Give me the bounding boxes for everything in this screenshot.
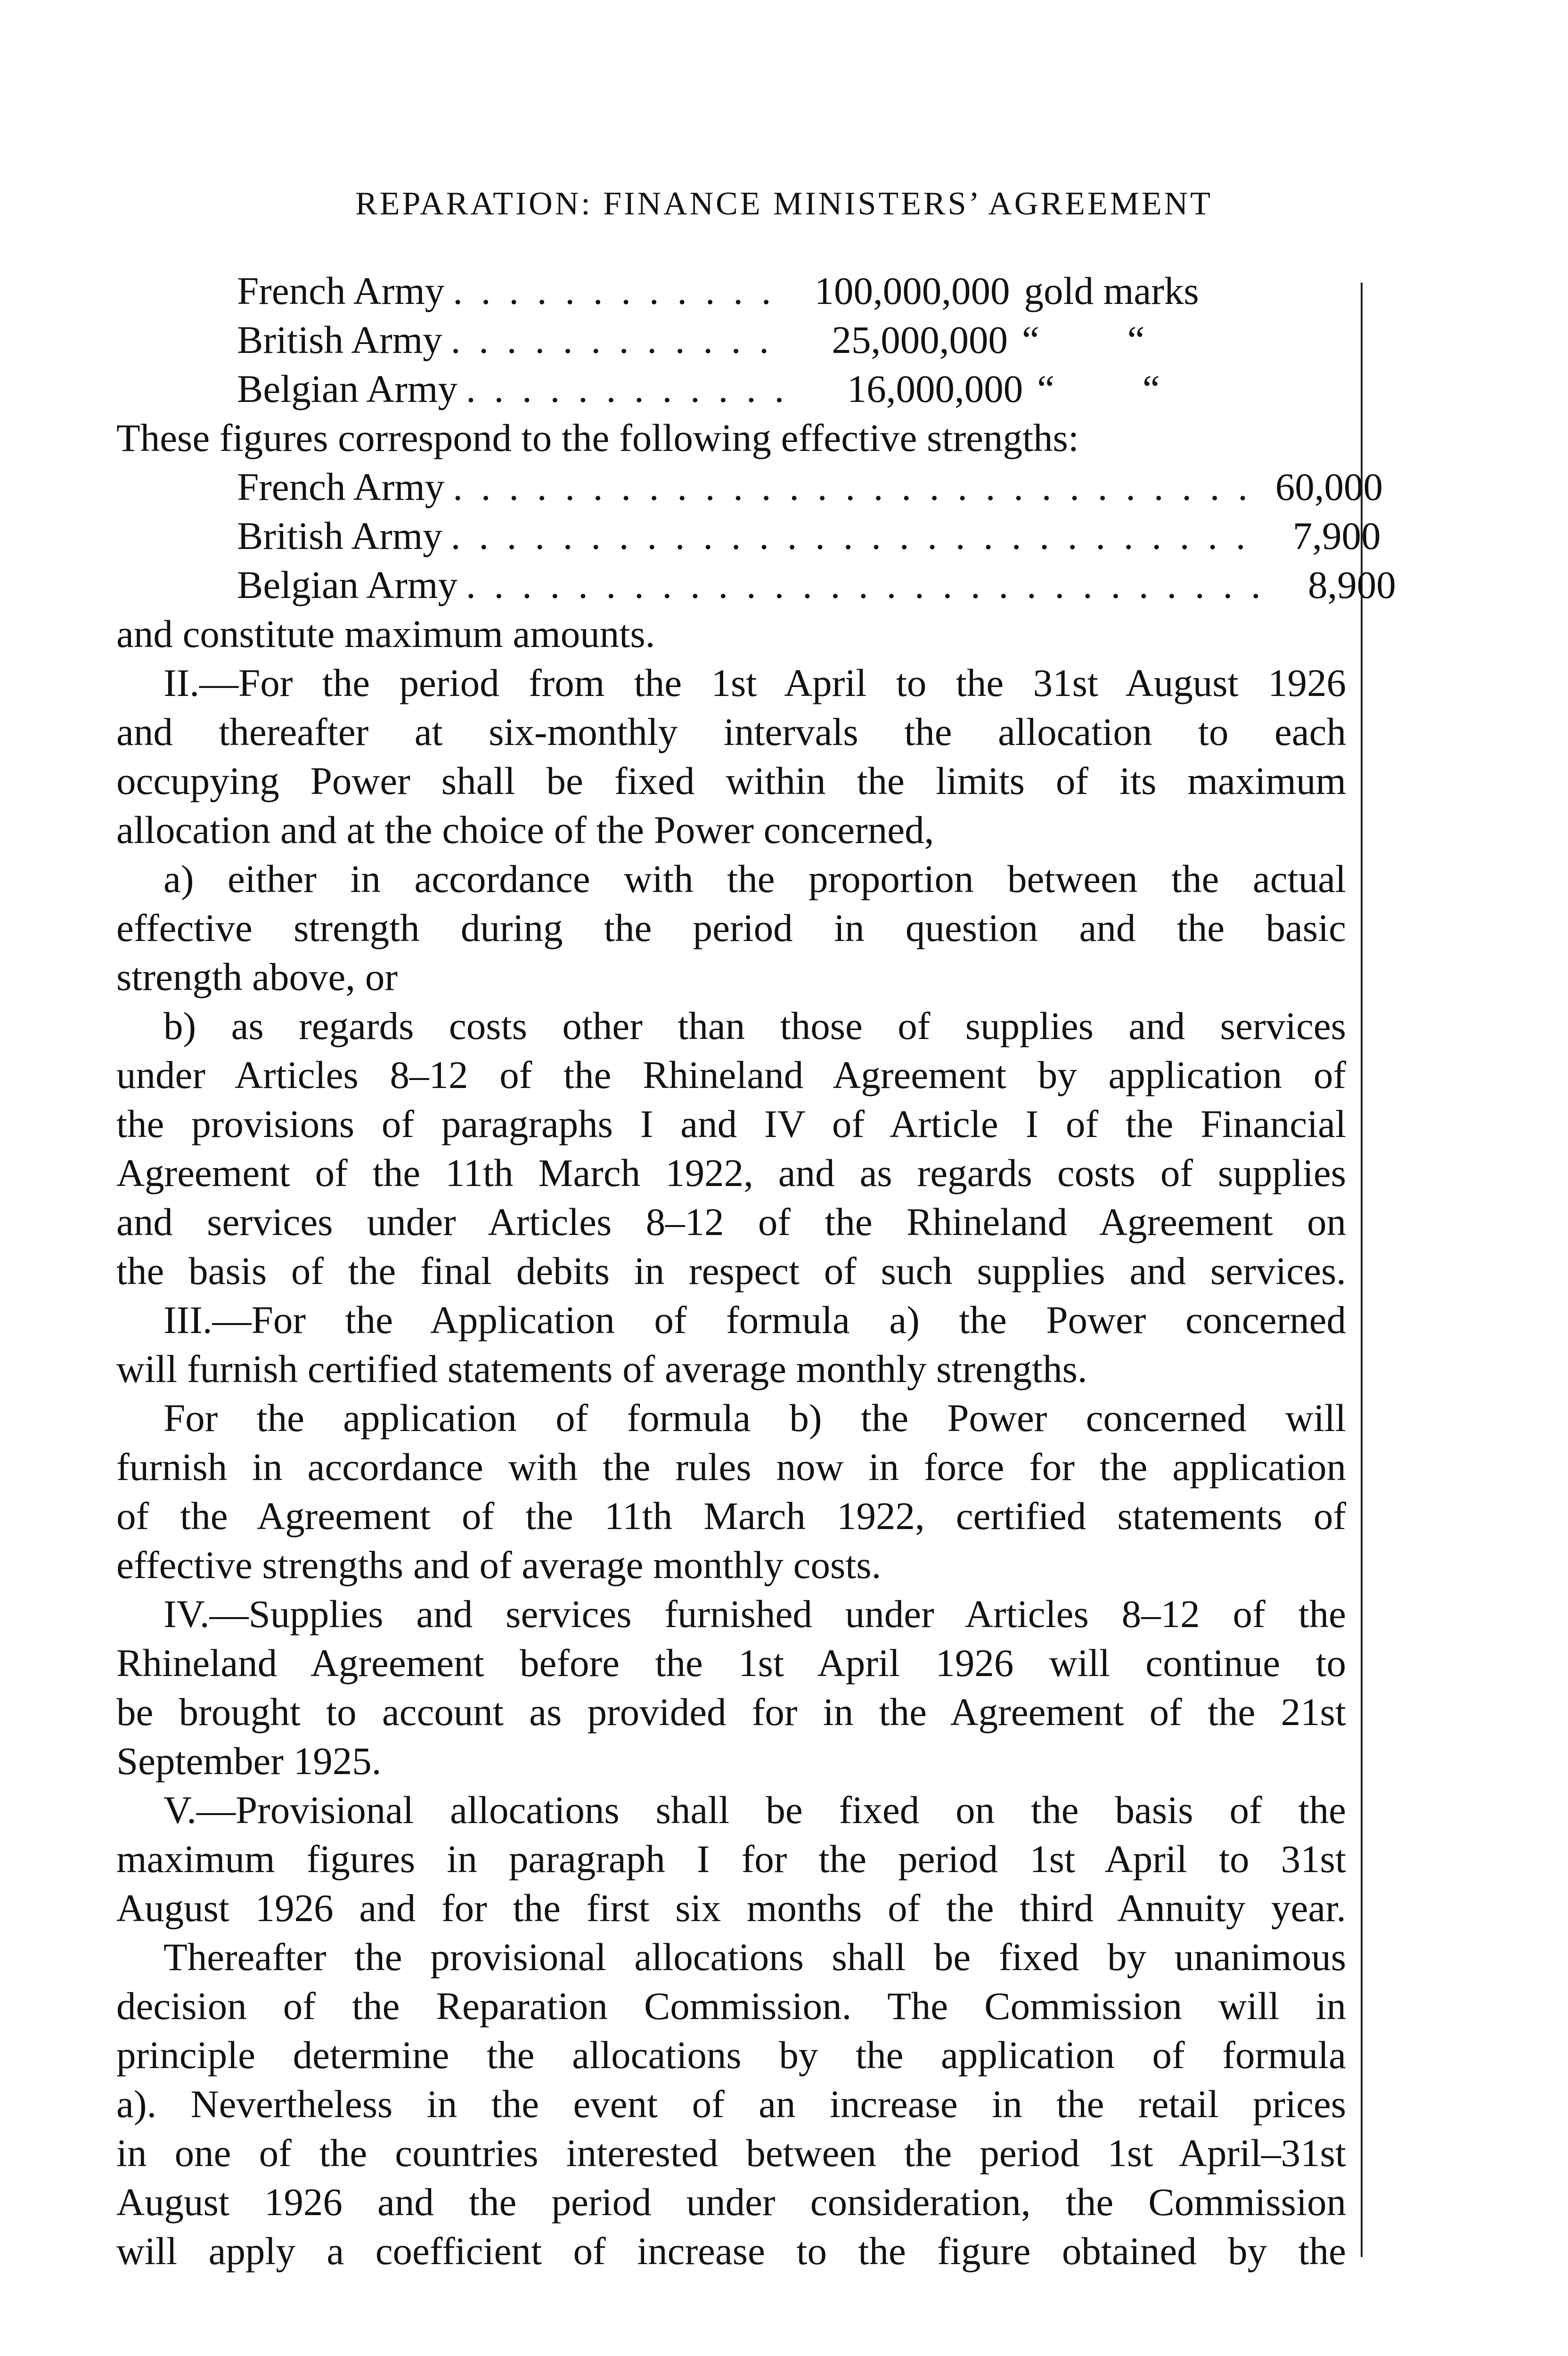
army-label: French Army (237, 269, 445, 312)
strength-row (116, 560, 1396, 609)
text-line: III.—For the Application of formula a) the Power concerned (163, 1298, 1346, 1342)
allocation-unit: gold marks (1024, 269, 1199, 312)
leader-dots: . . . . . . . . . . . . . . . . . . . . . . . . . . . . . (450, 514, 1250, 557)
allocation-row (116, 266, 1335, 315)
text-line: will furnish certified statements of average monthly strengths. (116, 1347, 1087, 1391)
text-line: in one of the countries interested between the period 1st April–31st (116, 2131, 1346, 2175)
text-line: IV.—Supplies and services furnished under Articles 8–12 of the (163, 1592, 1346, 1636)
text-line: furnish in accordance with the rules now in force for the application (116, 1445, 1346, 1489)
allocation-amount: 100,000,000 (814, 269, 1010, 312)
text-line: decision of the Reparation Commission. The Commission will in (116, 1984, 1346, 2028)
leader-dots: . . . . . . . . . . . . (453, 269, 776, 312)
text-line: will apply a coefficient of increase to the figure obtained by the (116, 2229, 1346, 2273)
text-line: effective strength during the period in question and the basic (116, 906, 1346, 949)
text-line: August 1926 and for the first six months of the third Annuity year. (116, 1886, 1346, 1930)
maximum-note: and constitute maximum amounts. (116, 612, 655, 655)
text-line: the provisions of paragraphs I and IV of Article I of the Financial (116, 1102, 1346, 1145)
allocation-unit: “ “ (1037, 367, 1160, 410)
text-line: occupying Power shall be fixed within the limits of its maximum (116, 759, 1346, 802)
army-label: British Army (237, 514, 442, 557)
text-line: principle determine the allocations by the application of formula (116, 2033, 1346, 2077)
text-line: of the Agreement of the 11th March 1922, certified statements of (116, 1494, 1346, 1538)
text-line: For the application of formula b) the Power concerned will (163, 1396, 1346, 1440)
allocation-amount: 16,000,000 (847, 367, 1023, 410)
allocation-amount: 25,000,000 (832, 318, 1008, 361)
army-label: British Army (237, 318, 442, 361)
text-line: a). Nevertheless in the event of an increase in the retail prices (116, 2082, 1346, 2126)
army-label: Belgian Army (237, 367, 457, 410)
text-line: under Articles 8–12 of the Rhineland Agreement by application of (116, 1053, 1346, 1096)
leader-dots: . . . . . . . . . . . . (466, 367, 789, 410)
text-line: strength above, or (116, 955, 398, 998)
leader-dots: . . . . . . . . . . . . . . . . . . . . . . . . . . . . . (453, 465, 1252, 508)
leader-dots: . . . . . . . . . . . . (450, 318, 774, 361)
strengths-intro: These figures correspond to the following effective strengths: (116, 416, 1079, 459)
allocation-unit: “ “ (1022, 318, 1145, 361)
strength-value: 8,900 (1307, 563, 1396, 606)
text-line: allocation and at the choice of the Power concerned, (116, 808, 934, 851)
text-line: and thereafter at six-monthly intervals the allocation to each (116, 710, 1346, 753)
text-line: the basis of the final debits in respect of such supplies and services. (116, 1249, 1346, 1293)
strength-row (116, 511, 1381, 560)
army-label: French Army (237, 465, 445, 508)
text-column (116, 266, 1396, 2275)
text-line: a) either in accordance with the proportion between the actual (163, 857, 1346, 900)
text-line: Rhineland Agreement before the 1st April 1926 will continue to (116, 1641, 1346, 1685)
running-head: REPARATION: FINANCE MINISTERS’ AGREEMENT (355, 186, 1213, 222)
text-line: Thereafter the provisional allocations shall be fixed by unanimous (163, 1935, 1346, 1979)
allocation-row (116, 364, 1335, 413)
text-line: be brought to account as provided for in the Agreement of the 21st (116, 1690, 1346, 1734)
strength-value: 7,900 (1292, 514, 1381, 557)
text-line: Agreement of the 11th March 1922, and as regards costs of supplies (116, 1151, 1346, 1194)
text-line: and services under Articles 8–12 of the Rhineland Agreement on (116, 1200, 1346, 1243)
text-line: b) as regards costs other than those of supplies and services (163, 1004, 1346, 1047)
text-line: V.—Provisional allocations shall be fixed on the basis of the (163, 1788, 1346, 1832)
text-line: maximum figures in paragraph I for the period 1st April to 31st (116, 1837, 1346, 1881)
strength-value: 60,000 (1275, 465, 1383, 508)
leader-dots: . . . . . . . . . . . . . . . . . . . . . . . . . . . . . (466, 563, 1265, 606)
text-line: August 1926 and the period under consideration, the Commission (116, 2180, 1346, 2224)
text-line: September 1925. (116, 1739, 382, 1783)
strength-row (116, 462, 1383, 511)
text-line: effective strengths and of average monthly costs. (116, 1543, 882, 1587)
text-line: II.—For the period from the 1st April to the 31st August 1926 (163, 661, 1346, 704)
army-label: Belgian Army (237, 563, 457, 606)
allocation-row (116, 315, 1335, 364)
